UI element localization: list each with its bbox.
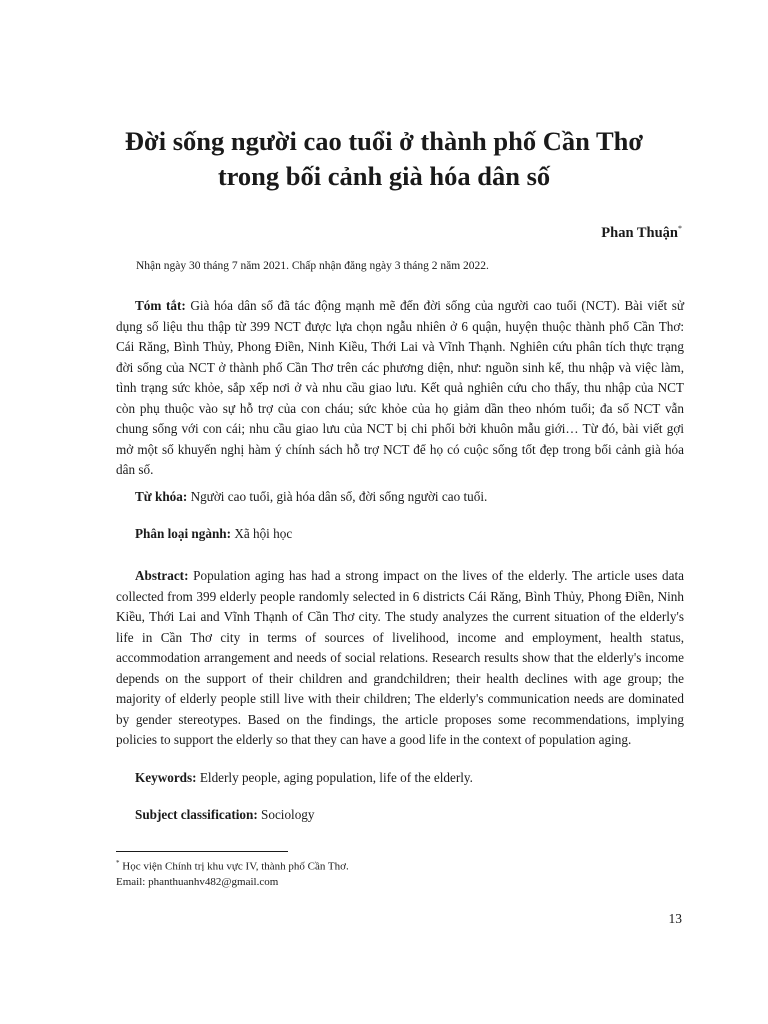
title-line-1: Đời sống người cao tuổi ở thành phố Cần Thơ: [124, 126, 644, 156]
classification-vi-text: Xã hội học: [234, 526, 293, 541]
author-footnote-mark: *: [678, 224, 682, 233]
keywords-vietnamese: [116, 487, 684, 508]
author-text: Phan Thuận: [601, 224, 678, 241]
keywords-english: [116, 768, 684, 789]
abstract-vi-label: Tóm tắt:: [135, 298, 186, 313]
keywords-vi-text: Người cao tuổi, già hóa dân số, đời sống người cao tuổi.: [190, 489, 488, 504]
classification-vi-label: Phân loại ngành:: [135, 526, 232, 541]
paper-title: [80, 124, 688, 194]
title-line-2: trong bối cảnh già hóa dân số: [217, 161, 551, 191]
abstract-vietnamese: [116, 296, 684, 481]
abstract-en-text: Population aging has had a strong impact on the lives of the elderly. The article uses data collected from 399 elderly people randomly selected in 6 districts Cái Răng, Bình Thủy, Phong Điền, Ninh Kiều, Thới Lai and Vĩnh Thạnh of Cần Thơ city. The study analyzes the current situation of the elderly's life in Cần Thơ city in terms of sources of livelihood, income and employment, health status, accommodation arrangement and needs of social relations. Research results show that the elderly's income depends on the support of their children and grandchildren; their health declines with age group; the majority of elderly people still live with their children; The elderly's communication needs are dominated by gender stereotypes. Based on the findings, the article proposes some recommendations, implying policies to support the elderly so that they can have a good life in the context of population aging.: [116, 568, 685, 747]
abstract-en-label: Abstract:: [135, 568, 189, 583]
author-name: [601, 224, 682, 242]
footnote-affiliation: Học viện Chính trị khu vực IV, thành phố Cần Thơ.: [122, 860, 349, 873]
footnote: [116, 856, 349, 890]
page-number: 13: [668, 911, 682, 926]
keywords-vi-label: Từ khóa:: [135, 489, 188, 504]
keywords-en-text: Elderly people, aging population, life of the elderly.: [199, 770, 473, 785]
classification-english: [116, 805, 684, 826]
received-dates: Nhận ngày 30 tháng 7 năm 2021. Chấp nhận đăng ngày 3 tháng 2 năm 2022.: [136, 260, 489, 272]
abstract-english: [116, 566, 684, 751]
keywords-en-label: Keywords:: [135, 770, 197, 785]
classification-en-label: Subject classification:: [135, 807, 258, 822]
footnote-mark: *: [116, 859, 120, 867]
footnote-email: Email: phanthuanhv482@gmail.com: [116, 875, 279, 888]
abstract-vi-text: Già hóa dân số đã tác động mạnh mẽ đến đời sống của người cao tuổi (NCT). Bài viết sử dụng số liệu thu thập từ 399 NCT được lựa chọn ngẫu nhiên ở 6 quận, huyện thuộc thành phố Cần Thơ: Cái Răng, Bình Thủy, Phong Điền, Ninh Kiều, Thới Lai và Vĩnh Thạnh. Nghiên cứu phân tích thực trạng đời sống của NCT ở thành phố Cần Thơ trên các phương diện, như: nguồn sinh kế, thu nhập và việc làm, tình trạng sức khỏe, sắp xếp nơi ở và nhu cầu giao lưu. Kết quả nghiên cứu cho thấy, thu nhập của NCT còn phụ thuộc vào sự hỗ trợ của con cháu; sức khỏe của họ giảm dần theo nhóm tuổi; đa số NCT vẫn chung sống với con cái; nhu cầu giao lưu của NCT bị chi phối bởi khuôn mẫu giới… Từ đó, bài viết gợi mở một số khuyến nghị hàm ý chính sách hỗ trợ NCT để họ có cuộc sống tốt đẹp trong bối cảnh già hóa dân số.: [116, 298, 684, 477]
footnote-divider: [116, 851, 288, 852]
classification-en-text: Sociology: [261, 807, 315, 822]
classification-vietnamese: [116, 524, 684, 545]
